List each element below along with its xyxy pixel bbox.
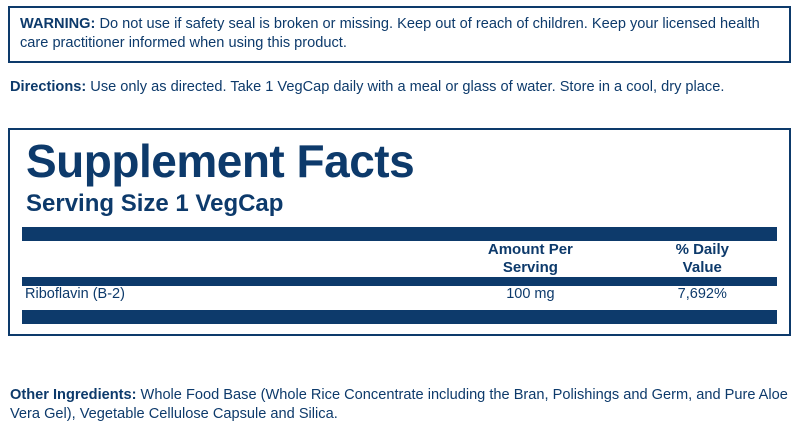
warning-label: WARNING:	[20, 16, 96, 32]
amount-per-serving-line2: Serving	[502, 258, 558, 276]
nutrient-name: Riboflavin (B-2)	[25, 285, 125, 302]
nutrient-daily-value: 7,692%	[677, 285, 727, 302]
table-spacer	[22, 303, 777, 310]
nutrient-amount: 100 mg	[506, 285, 555, 302]
other-ingredients-label: Other Ingredients:	[10, 387, 137, 403]
warning-text	[20, 15, 779, 53]
daily-value-line1: % Daily	[675, 241, 729, 259]
column-header-nutrient	[22, 241, 437, 276]
directions-body: Use only as directed. Take 1 VegCap daily with a meal or glass of water. Store in a cool, dry place.	[86, 79, 725, 95]
warning-box	[8, 6, 791, 63]
directions-label: Directions:	[10, 79, 87, 95]
table-header-row	[22, 241, 777, 276]
supplement-facts-title: Supplement Facts	[26, 135, 415, 187]
table-row	[22, 286, 777, 303]
table-bottom-rule	[22, 310, 777, 324]
serving-size-text: Serving Size 1 VegCap	[26, 189, 284, 217]
amount-per-serving-line1: Amount Per	[487, 241, 573, 259]
other-ingredients-body: Whole Food Base (Whole Rice Concentrate including the Bran, Polishings and Germ, and Pure Aloe Vera Gel), Vegetable Cellulose Capsule and Silica.	[10, 387, 788, 423]
warning-body: Do not use if safety seal is broken or missing. Keep out of reach of children. Keep your licensed health care practitioner informed when using this product.	[20, 16, 760, 51]
table-top-rule	[22, 227, 777, 241]
supplement-facts-panel	[8, 128, 791, 336]
table-header-rule	[22, 277, 777, 286]
other-ingredients-paragraph	[10, 386, 792, 425]
column-header-daily-value	[634, 241, 777, 276]
supplement-facts-body	[22, 286, 777, 303]
supplement-facts-table	[22, 241, 777, 276]
directions-paragraph	[10, 78, 792, 97]
column-header-amount-per-serving	[437, 241, 633, 276]
daily-value-line2: Value	[682, 258, 722, 276]
